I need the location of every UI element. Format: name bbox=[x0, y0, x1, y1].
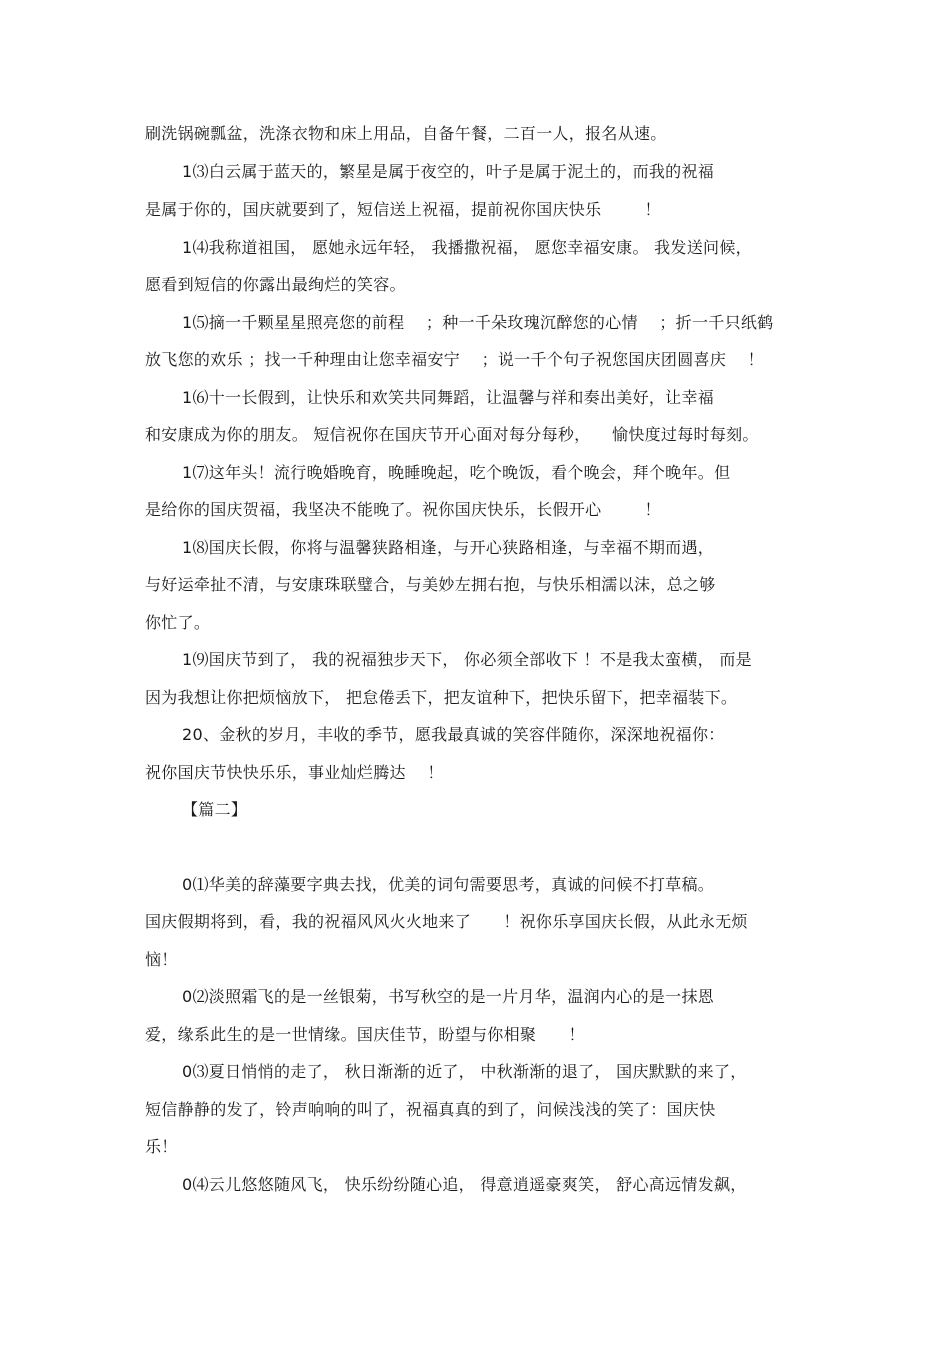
text-line: 恼！ bbox=[145, 950, 178, 969]
text-line: 0⑵淡照霜飞的是一丝银菊，书写秋空的是一片月华，温润内心的是一抹恩 bbox=[182, 987, 715, 1006]
text-line: 乐！ bbox=[145, 1137, 178, 1156]
text-line: 爱，缘系此生的是一世情缘。国庆佳节，盼望与你相聚 ！ bbox=[145, 1025, 585, 1044]
text-line: 刷洗锅碗瓢盆，洗涤衣物和床上用品，自备午餐，二百一人，报名从速。 bbox=[145, 124, 667, 143]
text-line: 0⑷云儿悠悠随风飞， 快乐纷纷随心追， 得意逍遥豪爽笑， 舒心高远情发飙， bbox=[182, 1175, 747, 1194]
text-line: 是给你的国庆贺福，我坚决不能晚了。祝你国庆快乐，长假开心 ！ bbox=[145, 500, 661, 519]
text-line: 因为我想让你把烦恼放下， 把怠倦丢下，把友谊种下，把快乐留下，把幸福装下。 bbox=[145, 688, 738, 707]
text-line: 祝你国庆节快快乐乐，事业灿烂腾达 ！ bbox=[145, 763, 444, 782]
section-heading: 【篇二】 bbox=[182, 800, 248, 819]
text-line: 20、金秋的岁月，丰收的季节，愿我最真诚的笑容伴随你，深深地祝福你： bbox=[182, 725, 725, 744]
text-line: 短信静静的发了，铃声响响的叫了，祝福真真的到了，问候浅浅的笑了：国庆快 bbox=[145, 1100, 716, 1119]
text-line: 1⑸摘一千颗星星照亮您的前程 ；种一千朵玫瑰沉醉您的心情 ；折一千只纸鹤 bbox=[182, 313, 774, 332]
text-line: 1⑼国庆节到了， 我的祝福独步天下， 你必须全部收下 ！不是我太蛮横， 而是 bbox=[182, 650, 752, 669]
text-line: 是属于你的，国庆就要到了，短信送上祝福，提前祝你国庆快乐 ！ bbox=[145, 200, 661, 219]
text-line: 你忙了。 bbox=[145, 613, 211, 632]
text-line: 放飞您的欢乐 ；找一千种理由让您幸福安宁 ；说一千个句子祝您国庆团圆喜庆 ！ bbox=[145, 350, 764, 369]
text-line: 愿看到短信的你露出最绚烂的笑容。 bbox=[145, 275, 406, 294]
text-line: 1⑻国庆长假，你将与温馨狭路相逢，与开心狭路相逢，与幸福不期而遇， bbox=[182, 538, 715, 557]
text-line: 国庆假期将到，看，我的祝福风风火火地来了 ！祝你乐享国庆长假，从此永无烦 bbox=[145, 912, 748, 931]
text-line: 1⑶白云属于蓝天的，繁星是属于夜空的，叶子是属于泥土的，而我的祝福 bbox=[182, 162, 715, 181]
text-line: 1⑹十一长假到，让快乐和欢笑共同舞蹈，让温馨与祥和奏出美好，让幸福 bbox=[182, 388, 715, 407]
text-line: 和安康成为你的朋友。 短信祝你在国庆节开心面对每分每秒， 愉快度过每时每刻。 bbox=[145, 425, 759, 444]
text-line: 与好运牵扯不清，与安康珠联璧合，与美妙左拥右抱，与快乐相濡以沫，总之够 bbox=[145, 575, 716, 594]
text-line: 0⑶夏日悄悄的走了， 秋日渐渐的近了， 中秋渐渐的退了， 国庆默默的来了， bbox=[182, 1062, 747, 1081]
text-line: 1⑷我称道祖国， 愿她永远年轻， 我播撒祝福， 愿您幸福安康。 我发送问候， bbox=[182, 238, 752, 257]
text-line: 0⑴华美的辞藻要字典去找，优美的词句需要思考，真诚的问候不打草稿。 bbox=[182, 875, 715, 894]
text-line: 1⑺这年头！流行晚婚晚育，晚睡晚起，吃个晚饭，看个晚会，拜个晚年。但 bbox=[182, 463, 731, 482]
